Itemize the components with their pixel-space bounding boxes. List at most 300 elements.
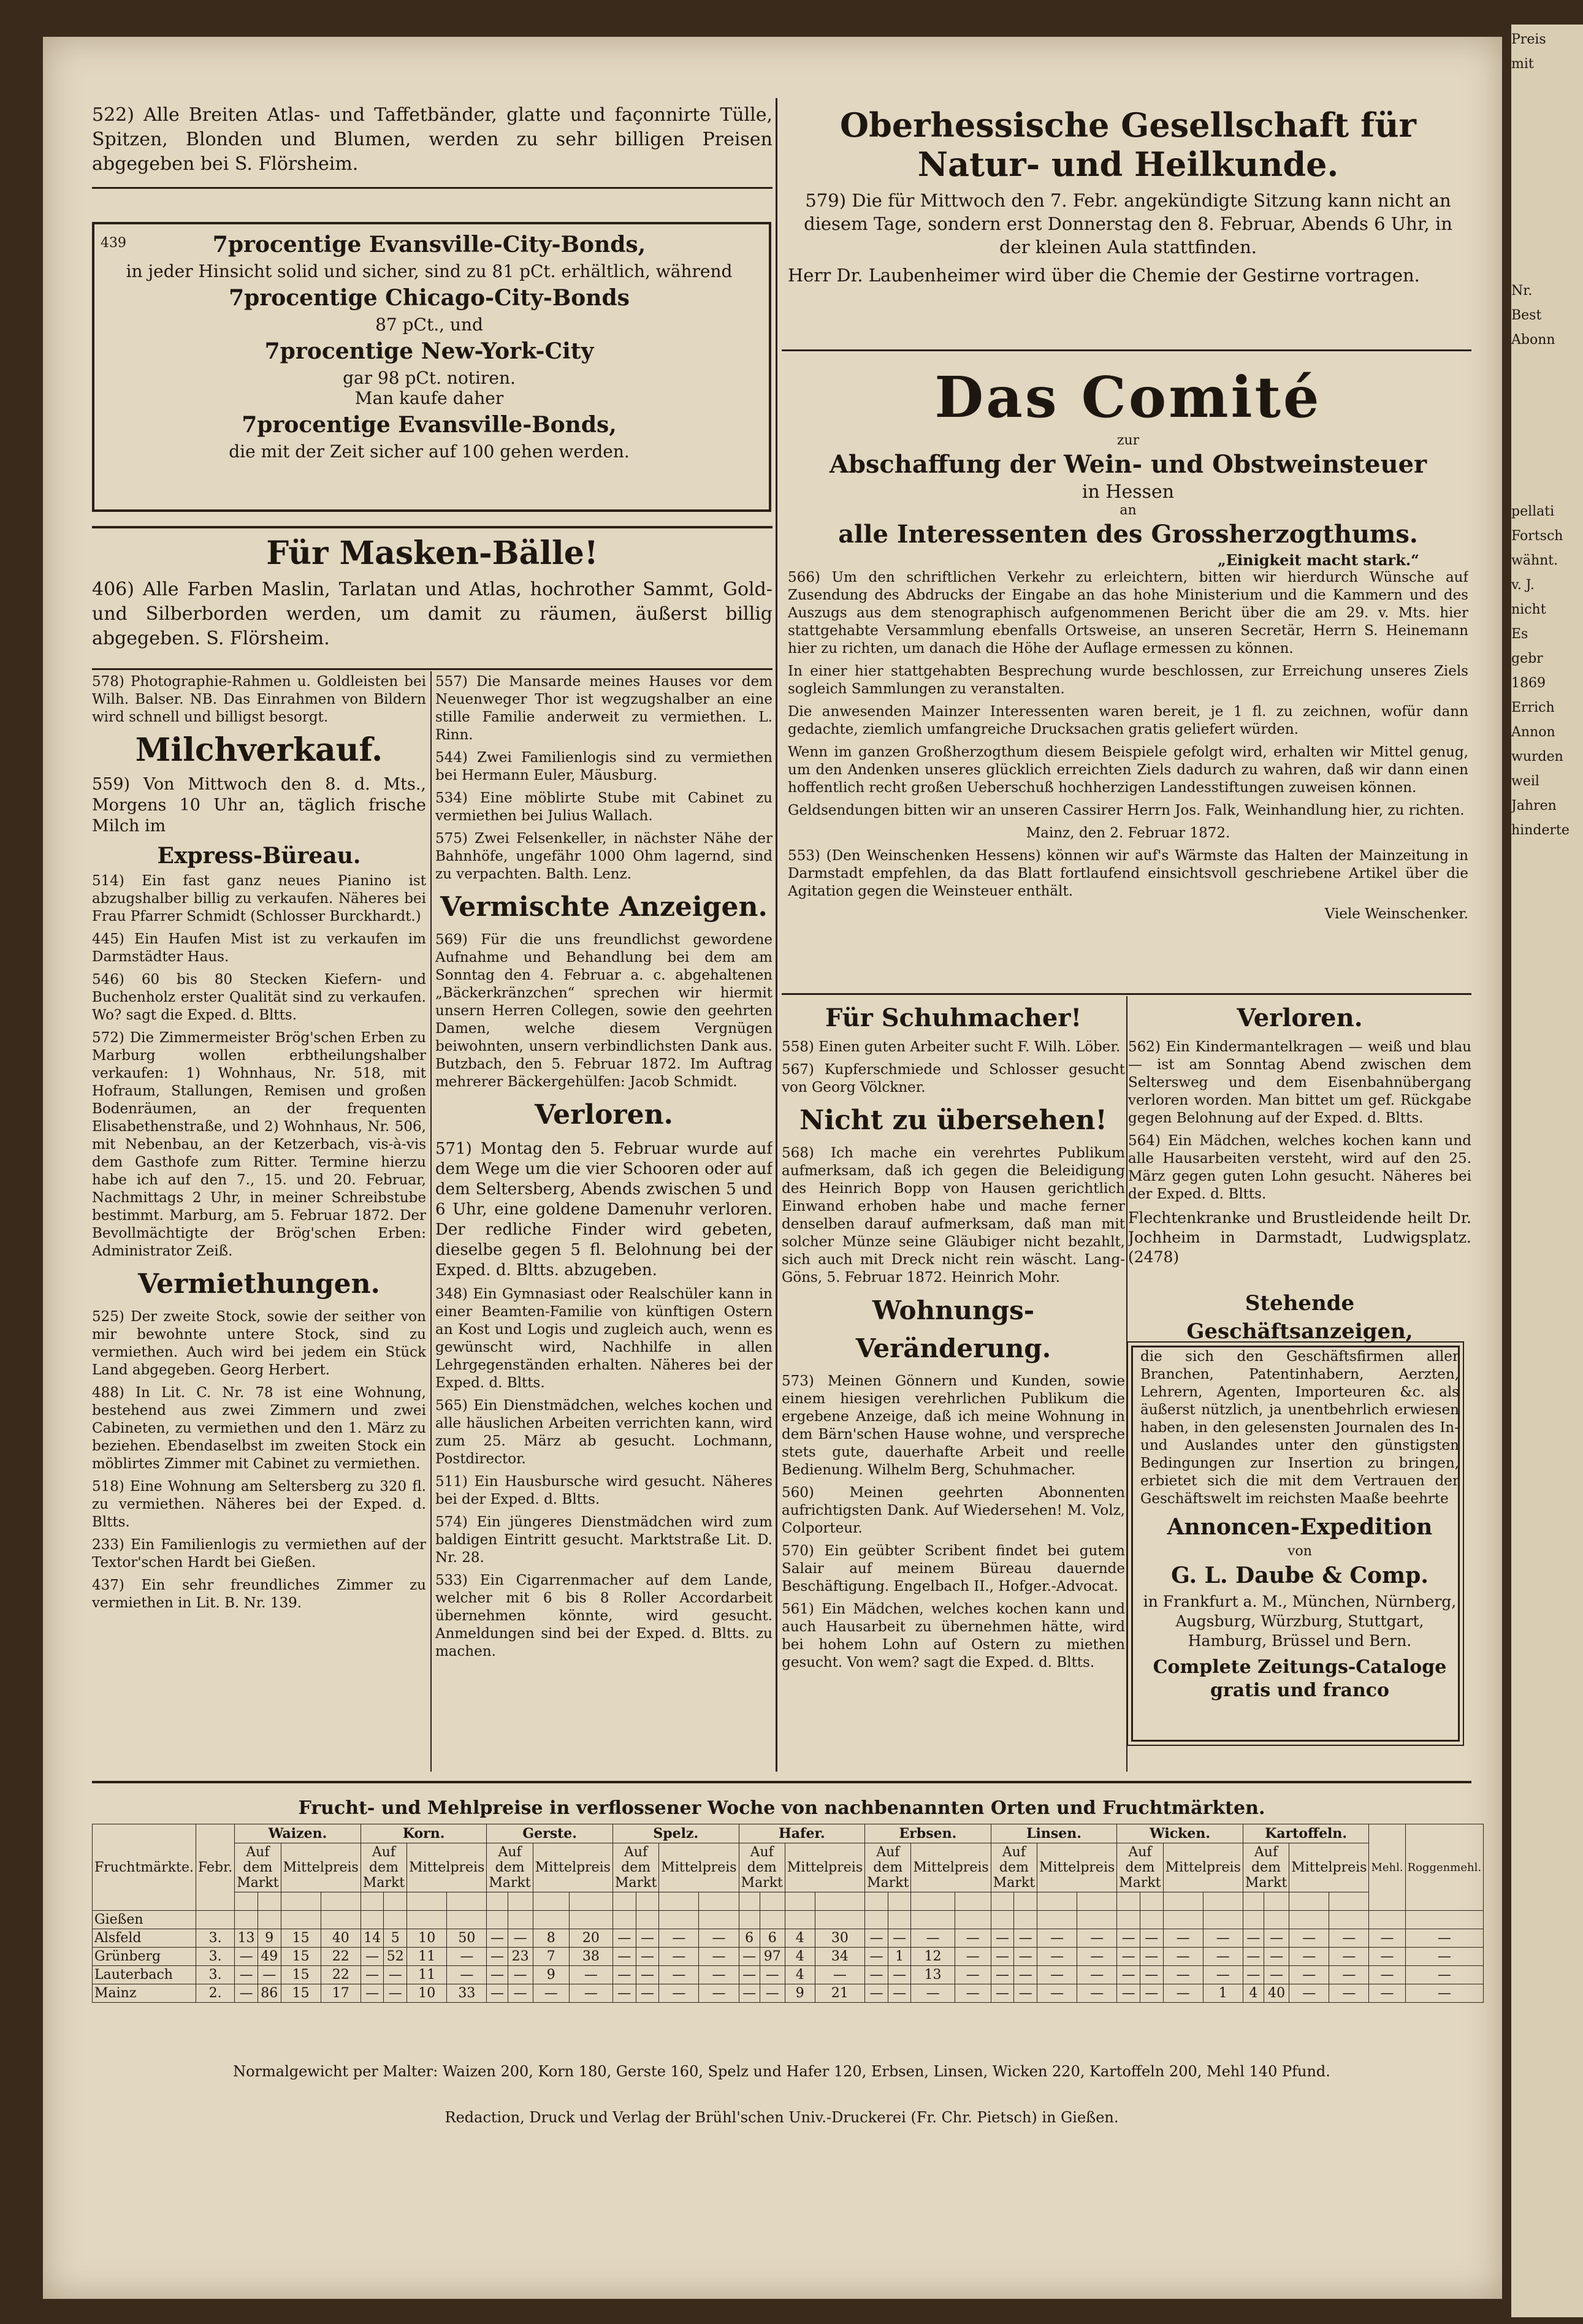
price-cell: [447, 1911, 487, 1929]
price-cell: [1163, 1911, 1203, 1929]
price-cell: —: [1117, 1966, 1140, 1984]
price-cell: 34: [815, 1948, 864, 1966]
milch-place: Express-Büreau.: [157, 843, 361, 869]
price-cell: 15: [281, 1929, 321, 1948]
horizontal-rule: [92, 668, 772, 670]
price-cell: —: [1077, 1984, 1117, 2003]
price-cell: 6: [739, 1929, 760, 1948]
price-cell: 21: [815, 1984, 864, 2003]
price-cell: —: [360, 1966, 384, 1984]
price-cell: 14: [360, 1929, 384, 1948]
price-cell: [1243, 1911, 1264, 1929]
price-cell: [281, 1911, 321, 1929]
comite-line: alle Interessenten des Grossherzogthums.: [838, 520, 1418, 549]
ad-text: 546) 60 bis 80 Stecken Kiefern- und Buchenholz erster Qualität sind zu verkaufen. Wo? sagt die Exped. d. Bltts.: [92, 972, 426, 1023]
unit-header: [815, 1892, 864, 1911]
price-cell: —: [1289, 1948, 1329, 1966]
market-date: 3.: [196, 1929, 234, 1948]
price-cell: 15: [281, 1966, 321, 1984]
column-1: [92, 673, 426, 1807]
crop-header: Korn.: [360, 1824, 487, 1843]
unit-header: [1203, 1892, 1243, 1911]
price-cell: —: [1163, 1929, 1203, 1948]
price-cell: —: [1329, 1966, 1369, 1984]
price-cell: 40: [1264, 1984, 1289, 2003]
crop-header: Hafer.: [739, 1824, 865, 1843]
market-name: Grünberg: [93, 1948, 196, 1966]
ad-text: Die anwesenden Mainzer Interessenten waren bereit, je 1 fl. zu zeichnen, wofür dann gedachte, ziemlich umfangreiche Drucksachen gratis geliefert würden.: [788, 704, 1468, 737]
ad-text: 566) Um den schriftlichen Verkehr zu erleichtern, bitten wir hierdurch Wünsche auf Zusendung des Abdrucks der Eingabe an das hohe Ministerium und die Kammern und des Auszugs aus dem stenographisch aufgenommenen Bericht über die am 29. v. Mts. hier stattgehabte Versammlung ebenfalls Ortsweise, an unseren Secretär, Herrn S. Heinemann hier zu richten, um danach die Höhe der Auflage ermessen zu können.: [788, 570, 1468, 657]
adjacent-page-word: Best: [1511, 308, 1542, 323]
ad-text: 553) (Den Weinschenken Hessens) können wir auf's Wärmste das Halten der Mainzeitung in Darmstadt empfehlen, da das Blatt fortlaufend einsichtsvoll geschriebene Artikel über die Agitation gegen die Weinsteuer enthält.: [788, 848, 1468, 899]
price-table-title: Frucht- und Mehlpreise in verflossener Woche von nachbenannten Orten und Fruchtmärkten.: [298, 1797, 1265, 1819]
price-cell: [533, 1911, 569, 1929]
price-cell: —: [699, 1984, 739, 2003]
milch-heading: Milchverkauf.: [135, 731, 383, 769]
price-cell: 15: [281, 1984, 321, 2003]
price-cell: 38: [569, 1948, 612, 1966]
unit-header: [447, 1892, 487, 1911]
price-cell: [1289, 1911, 1329, 1929]
unit-header: [235, 1892, 258, 1911]
price-cell: 12: [911, 1948, 955, 1966]
price-cell: [257, 1911, 281, 1929]
price-cell: —: [659, 1966, 699, 1984]
ad-text: 522) Alle Breiten Atlas- und Taffetbänder, glatte und façonnirte Tülle, Spitzen, Blonden und Blumen, werden zu sehr billigen Preisen abgegeben bei S. Flörsheim.: [92, 104, 772, 175]
crop-header: Gerste.: [487, 1824, 613, 1843]
price-cell: [991, 1911, 1014, 1929]
market-name: Lauterbach: [93, 1966, 196, 1984]
price-cell: [636, 1911, 659, 1929]
price-cell: —: [1203, 1948, 1243, 1966]
price-cell: 11: [407, 1966, 447, 1984]
unit-header: [1289, 1892, 1329, 1911]
sub-header-market: Auf dem Markt: [739, 1843, 785, 1892]
adjacent-page-word: wurden: [1511, 749, 1563, 764]
table-row: [93, 1929, 1484, 1948]
price-cell: —: [659, 1948, 699, 1966]
price-cell: —: [636, 1948, 659, 1966]
price-cell: —: [612, 1984, 636, 2003]
price-cell: [1140, 1911, 1163, 1929]
price-cell: [321, 1911, 360, 1929]
crop-header: Wicken.: [1117, 1824, 1243, 1843]
ad-text: 560) Meinen geehrten Abonnenten aufrichtigsten Dank. Auf Wiedersehen! M. Volz, Colporteur.: [782, 1485, 1125, 1536]
ad-text: 579) Die für Mittwoch den 7. Febr. angekündigte Sitzung kann nicht an diesem Tage, sondern erst Donnerstag den 8. Februar, Abends 6 Uhr, in der kleinen Aula stattfinden.: [804, 190, 1452, 257]
price-cell: —: [1077, 1948, 1117, 1966]
comite-date: Mainz, den 2. Februar 1872.: [1026, 825, 1230, 841]
bonds-line: 87 pCt., und: [375, 314, 483, 335]
price-cell: —: [888, 1966, 911, 1984]
price-cell: —: [1369, 1966, 1405, 1984]
price-cell: 1: [888, 1948, 911, 1966]
ad-text: 575) Zwei Felsenkeller, in nächster Nähe der Bahnhöfe, ungefähr 1000 Ohm lagernd, sind zu verpachten. Balth. Lenz.: [435, 831, 772, 882]
price-cell: —: [760, 1984, 785, 2003]
market-date: 3.: [196, 1948, 234, 1966]
ad-text: 445) Ein Haufen Mist ist zu verkaufen im Darmstädter Haus.: [92, 931, 426, 965]
sub-header-mittel: Mittelpreis: [1037, 1843, 1117, 1892]
column-2: [435, 673, 772, 1807]
comite-line: an: [1120, 503, 1137, 518]
price-cell: [384, 1911, 407, 1929]
adjacent-page-word: gebr: [1511, 651, 1543, 666]
unit-header: [321, 1892, 360, 1911]
horizontal-rule: [782, 993, 1471, 995]
price-cell: —: [360, 1984, 384, 2003]
society-ad: [788, 103, 1468, 348]
market-date: 2.: [196, 1984, 234, 2003]
unit-header: [955, 1892, 991, 1911]
price-table: [92, 1824, 1484, 2003]
adjacent-page-word: nicht: [1511, 602, 1546, 617]
price-cell: [569, 1911, 612, 1929]
adjacent-page-word: Annon: [1511, 725, 1555, 740]
ad-text: 578) Photographie-Rahmen u. Goldleisten bei Wilh. Balser. NB. Das Einrahmen von Bildern wird schnell und billigst besorgt.: [92, 674, 426, 725]
price-cell: —: [1264, 1929, 1289, 1948]
price-cell: —: [659, 1929, 699, 1948]
price-cell: 97: [760, 1948, 785, 1966]
price-cell: —: [1264, 1966, 1289, 1984]
price-cell: —: [865, 1948, 888, 1966]
imprint: Redaction, Druck und Verlag der Brühl'schen Univ.-Druckerei (Fr. Chr. Pietsch) in Gießen.: [444, 2109, 1119, 2126]
masken-heading: Für Masken-Bälle!: [266, 535, 598, 572]
sub-header-mittel: Mittelpreis: [659, 1843, 739, 1892]
adjacent-page-word: Preis: [1511, 32, 1546, 47]
adjacent-page-word: pellati: [1511, 504, 1555, 519]
price-cell: —: [636, 1929, 659, 1948]
price-cell: —: [991, 1984, 1014, 2003]
price-cell: —: [1140, 1966, 1163, 1984]
price-cell: —: [1163, 1984, 1203, 2003]
price-cell: [1077, 1911, 1117, 1929]
wohnung-heading: Wohnungs-Veränderung.: [855, 1295, 1051, 1363]
price-cell: 17: [321, 1984, 360, 2003]
vermiethungen-heading: Vermiethungen.: [138, 1268, 380, 1300]
verloren-heading: Verloren.: [535, 1099, 673, 1130]
unit-header: [1014, 1892, 1037, 1911]
unit-header: [659, 1892, 699, 1911]
price-cell: —: [1014, 1984, 1037, 2003]
ad-text: 573) Meinen Gönnern und Kunden, sowie einem hiesigen verehrlichen Publikum die ergebene Anzeige, daß ich meine Wohnung in dem Bärn'schen Hause wohne, und verspreche stets gute, dauerhafte Arbeit und reelle Bedienung. Wilhelm Berg, Schuhmacher.: [782, 1373, 1125, 1478]
unit-header: [1117, 1892, 1140, 1911]
price-cell: 40: [321, 1929, 360, 1948]
date-col-header: Febr.: [196, 1824, 234, 1911]
price-cell: —: [991, 1929, 1014, 1948]
unit-header: [569, 1892, 612, 1911]
table-row: [93, 1984, 1484, 2003]
price-cell: —: [1117, 1984, 1140, 2003]
price-cell: 5: [384, 1929, 407, 1948]
bonds-line: Man kaufe daher: [354, 388, 504, 408]
price-cell: —: [991, 1948, 1014, 1966]
price-cell: —: [612, 1966, 636, 1984]
sub-header-market: Auf dem Markt: [487, 1843, 533, 1892]
price-cell: 50: [447, 1929, 487, 1948]
price-cell: —: [888, 1929, 911, 1948]
bonds-line: 7procentige New-York-City: [264, 338, 594, 364]
ad-text: 437) Ein sehr freundliches Zimmer zu vermiethen in Lit. B. Nr. 139.: [92, 1577, 426, 1611]
price-cell: —: [1405, 1966, 1483, 1984]
price-cell: 1: [1203, 1984, 1243, 2003]
price-cell: —: [739, 1984, 760, 2003]
price-cell: —: [1203, 1929, 1243, 1948]
ad-text: 570) Ein geübter Scribent findet bei gutem Salair auf meinem Büreau dauernde Beschäftigung. Engelbach II., Hofger.-Advocat.: [782, 1543, 1125, 1594]
adjacent-page-word: weil: [1511, 774, 1539, 789]
adjacent-page-word: mit: [1511, 56, 1534, 72]
price-cell: —: [1077, 1966, 1117, 1984]
sub-header-mittel: Mittelpreis: [1289, 1843, 1369, 1892]
sub-header-mittel: Mittelpreis: [281, 1843, 360, 1892]
price-cell: —: [533, 1984, 569, 2003]
price-cell: [1264, 1911, 1289, 1929]
price-cell: —: [955, 1948, 991, 1966]
horizontal-rule: [92, 526, 772, 528]
price-cell: 22: [321, 1966, 360, 1984]
ad-text: 562) Ein Kindermantelkragen — weiß und blau — ist am Sonntag Abend zwischen dem Seltersweg und dem Eisenbahnübergang verloren worden. Man bittet um gef. Rückgabe gegen Belohnung auf der Exped. d. Bltts.: [1128, 1039, 1471, 1126]
adjacent-page-word: Errich: [1511, 700, 1555, 715]
price-cell: —: [235, 1984, 258, 2003]
unit-header: [508, 1892, 533, 1911]
adjacent-page-word: Nr.: [1511, 283, 1533, 299]
price-cell: —: [760, 1966, 785, 1984]
price-cell: 22: [321, 1948, 360, 1966]
adjacent-page-word: 1869: [1511, 676, 1546, 691]
ad-text: 558) Einen guten Arbeiter sucht F. Wilh. Löber.: [782, 1039, 1121, 1055]
ad-text: 511) Ein Hausbursche wird gesucht. Näheres bei der Exped. d. Bltts.: [435, 1474, 772, 1507]
price-cell: —: [1014, 1948, 1037, 1966]
price-cell: —: [865, 1984, 888, 2003]
price-cell: 10: [407, 1929, 447, 1948]
price-cell: [760, 1911, 785, 1929]
price-cell: [407, 1911, 447, 1929]
price-cell: —: [1140, 1984, 1163, 2003]
price-cell: —: [955, 1929, 991, 1948]
table-row: [93, 1911, 1484, 1929]
price-cell: —: [487, 1966, 508, 1984]
price-cell: —: [487, 1984, 508, 2003]
sub-header-market: Auf dem Markt: [1243, 1843, 1289, 1892]
price-cell: [659, 1911, 699, 1929]
column-divider: [1126, 996, 1127, 1772]
price-cell: —: [815, 1966, 864, 1984]
price-cell: 9: [257, 1929, 281, 1948]
ad-text: 567) Kupferschmiede und Schlosser gesucht von Georg Völckner.: [782, 1062, 1125, 1095]
market-name: Mainz: [93, 1984, 196, 2003]
adjacent-page-word: Es: [1511, 627, 1528, 642]
ad-text: 574) Ein jüngeres Dienstmädchen wird zum baldigen Eintritt gesucht. Marktstraße Lit. D. Nr. 28.: [435, 1514, 772, 1566]
price-cell: 33: [447, 1984, 487, 2003]
unit-header: [360, 1892, 384, 1911]
price-cell: —: [384, 1966, 407, 1984]
price-cell: —: [1117, 1948, 1140, 1966]
price-cell: [360, 1911, 384, 1929]
masken-ad: [92, 532, 772, 667]
adjacent-page-word: v. J.: [1511, 577, 1535, 593]
price-cell: —: [1243, 1948, 1264, 1966]
price-cell: —: [1077, 1929, 1117, 1948]
unit-header: [1140, 1892, 1163, 1911]
price-cell: —: [447, 1948, 487, 1966]
price-cell: 11: [407, 1948, 447, 1966]
unit-header: [384, 1892, 407, 1911]
ad-522: [92, 103, 772, 189]
price-cell: [815, 1911, 864, 1929]
ad-text: 348) Ein Gymnasiast oder Realschüler kann in einer Beamten-Familie von künftigen Ostern an Kost und Logis und zugleich auch, wenn es gewünscht wird, Nachhilfe in allen Lehrgegenständen erhalten. Näheres bei der Exped. d. Bltts.: [435, 1286, 772, 1391]
price-cell: —: [1369, 1984, 1405, 2003]
price-cell: —: [1289, 1984, 1329, 2003]
price-cell: —: [739, 1948, 760, 1966]
table-row: [93, 1948, 1484, 1966]
price-cell: —: [257, 1966, 281, 1984]
ad-text: 533) Ein Cigarrenmacher auf dem Lande, welcher mit 6 bis 8 Roller Accordarbeit übernehmen könnte, wird gesucht. Anmeldungen sind bei der Exped. d. Bltts. zu machen.: [435, 1572, 772, 1659]
adjacent-page-word: wähnt.: [1511, 553, 1558, 568]
ad-text: 561) Ein Mädchen, welches kochen kann und auch Hausarbeit zu übernehmen hätte, wird bei hohem Lohn auf Ostern zu miethen gesucht. Von wem? sagt die Exped. d. Bltts.: [782, 1601, 1125, 1671]
comite-ad: [788, 362, 1468, 993]
unit-header: [865, 1892, 888, 1911]
column-4: [1128, 1000, 1471, 1779]
price-cell: [699, 1911, 739, 1929]
market-name: Gießen: [93, 1911, 196, 1929]
horizontal-rule: [782, 349, 1471, 351]
market-name: Alsfeld: [93, 1929, 196, 1948]
unit-header: [612, 1892, 636, 1911]
price-cell: —: [739, 1966, 760, 1984]
price-cell: —: [612, 1948, 636, 1966]
price-cell: —: [659, 1984, 699, 2003]
price-cell: 9: [785, 1984, 815, 2003]
price-cell: —: [1289, 1929, 1329, 1948]
price-cell: —: [1140, 1948, 1163, 1966]
bonds-line: in jeder Hinsicht solid und sicher, sind zu 81 pCt. erhältlich, während: [126, 261, 733, 281]
ad-text: In einer hier stattgehabten Besprechung wurde beschlossen, zur Erreichung unseres Ziels sogleich Sammlungen zu veranstalten.: [788, 663, 1468, 697]
price-cell: 13: [911, 1966, 955, 1984]
unit-header: [1264, 1892, 1289, 1911]
price-cell: —: [1329, 1929, 1369, 1948]
stehende-ad: [1140, 1289, 1459, 1702]
price-cell: 23: [508, 1948, 533, 1966]
adjacent-page-edge: [1511, 25, 1583, 2317]
sub-header-market: Auf dem Markt: [235, 1843, 281, 1892]
ad-text: 233) Ein Familienlogis zu vermiethen auf der Textor'schen Hardt bei Gießen.: [92, 1537, 426, 1571]
price-cell: —: [699, 1948, 739, 1966]
price-cell: —: [569, 1984, 612, 2003]
price-cell: —: [1329, 1948, 1369, 1966]
price-cell: 4: [785, 1966, 815, 1984]
price-cell: —: [360, 1948, 384, 1966]
verloren-heading: Verloren.: [1237, 1004, 1363, 1032]
price-cell: —: [1243, 1929, 1264, 1948]
price-cell: —: [508, 1929, 533, 1948]
sub-header-market: Auf dem Markt: [612, 1843, 658, 1892]
price-cell: [1203, 1911, 1243, 1929]
sub-header-market: Auf dem Markt: [360, 1843, 406, 1892]
price-cell: —: [447, 1966, 487, 1984]
price-cell: —: [235, 1948, 258, 1966]
ad-text: 518) Eine Wohnung am Seltersberg zu 320 fl. zu vermiethen. Näheres bei der Exped. d. Bltts.: [92, 1479, 426, 1530]
sub-header-mittel: Mittelpreis: [785, 1843, 864, 1892]
price-cell: —: [699, 1966, 739, 1984]
ad-text: Geldsendungen bitten wir an unseren Cassirer Herrn Jos. Falk, Weinhandlung hier, zu richten.: [788, 802, 1465, 818]
price-cell: —: [699, 1929, 739, 1948]
comite-line: zur: [1116, 433, 1140, 448]
unit-header: [1163, 1892, 1203, 1911]
ad-text: Wenn im ganzen Großherzogthum diesem Beispiele gefolgt wird, erhalten wir Mittel genug, um den Andenken unseres glücklich erreichten Ziels dadurch zu wahren, daß wir dann einen hoffentlich recht großen Ueberschuß hochherzigen Landesstiftungen zuweisen können.: [788, 744, 1468, 796]
sub-header-market: Auf dem Markt: [991, 1843, 1037, 1892]
price-cell: —: [612, 1929, 636, 1948]
ad-text: 569) Für die uns freundlichst gewordene Aufnahme und Behandlung bei dem am Sonntag den 4. Februar a. c. abgehaltenen „Bäckerkränzchen“ sprechen wir hiermit unsern Herren Collegen, sowie den geehrten Damen, welche diesem Vergnügen beiwohnten, unsern verbindlichsten Dank aus. Butzbach, den 5. Februar 1872. Im Auftrag mehrerer Bäckergehülfen: Jacob Schmidt.: [435, 932, 772, 1090]
price-cell: 20: [569, 1929, 612, 1948]
price-cell: —: [1405, 1929, 1483, 1948]
price-cell: —: [888, 1984, 911, 2003]
ad-text: 568) Ich mache ein verehrtes Publikum aufmerksam, daß ich gegen die Beleidigung des Heinrich Bopp von Hausen gerichtlich Einwand erhoben habe und mache ferner denselben darauf aufmerksam, daß man mit solcher Münze seine Gläubiger nicht bezahlt, sich auch mit Dreck nicht rein wäscht. Lang-Göns, 5. Februar 1872. Heinrich Mohr.: [782, 1145, 1125, 1286]
adjacent-page-word: Jahren: [1511, 798, 1557, 813]
price-cell: [612, 1911, 636, 1929]
price-cell: 52: [384, 1948, 407, 1966]
ad-text: 544) Zwei Familienlogis sind zu vermiethen bei Hermann Euler, Mäusburg.: [435, 750, 772, 783]
price-cell: —: [1329, 1984, 1369, 2003]
price-cell: [235, 1911, 258, 1929]
unit-header: [760, 1892, 785, 1911]
ad-text: 564) Ein Mädchen, welches kochen kann und alle Hausarbeiten versteht, wird auf den 25. März gegen guten Lohn gesucht. Näheres bei der Exped. d. Bltts.: [1128, 1133, 1471, 1202]
price-cell: —: [1203, 1966, 1243, 1984]
von-label: von: [1287, 1544, 1312, 1559]
unit-header: [1037, 1892, 1077, 1911]
price-cell: [1405, 1911, 1483, 1929]
price-cell: —: [1163, 1948, 1203, 1966]
price-cell: —: [508, 1984, 533, 2003]
price-cell: —: [1264, 1948, 1289, 1966]
price-cell: —: [487, 1948, 508, 1966]
column-3: [782, 1000, 1125, 1779]
price-cell: —: [1037, 1966, 1077, 1984]
price-cell: —: [1037, 1948, 1077, 1966]
nicht-heading: Nicht zu übersehen!: [799, 1105, 1107, 1136]
price-cell: 4: [785, 1948, 815, 1966]
price-cell: —: [865, 1966, 888, 1984]
sub-header-mittel: Mittelpreis: [911, 1843, 991, 1892]
price-cell: 30: [815, 1929, 864, 1948]
price-cell: —: [487, 1929, 508, 1948]
price-cell: 4: [1243, 1984, 1264, 2003]
price-cell: —: [1405, 1948, 1483, 1966]
price-cell: —: [1163, 1966, 1203, 1984]
ad-text: 534) Eine möblirte Stube mit Cabinet zu vermiethen bei Julius Wallach.: [435, 790, 772, 824]
ad-text: 406) Alle Farben Maslin, Tarlatan und Atlas, hochrother Sammt, Gold- und Silberborden werden, um damit zu räumen, äußerst billig abgegeben. S. Flörsheim.: [92, 579, 772, 649]
crop-header: Linsen.: [991, 1824, 1117, 1843]
unit-header: [991, 1892, 1014, 1911]
price-cell: —: [1289, 1966, 1329, 1984]
price-cell: —: [1369, 1929, 1405, 1948]
price-cell: 7: [533, 1948, 569, 1966]
unit-header: [636, 1892, 659, 1911]
ad-text: 525) Der zweite Stock, sowie der seither von mir bewohnte untere Stock, sind zu vermiethen. Auch wird bei jedem ein Stück Land abgegeben. Georg Herbert.: [92, 1309, 426, 1378]
table-note: Normalgewicht per Malter: Waizen 200, Korn 180, Gerste 160, Spelz und Hafer 120, Erbsen, Linsen, Wicken 220, Kartoffeln 200, Mehl 140 Pfund.: [233, 2063, 1330, 2080]
unit-header: [785, 1892, 815, 1911]
price-cell: —: [1405, 1984, 1483, 2003]
adjacent-page-word: Abonn: [1511, 332, 1555, 348]
schuh-heading: Für Schuhmacher!: [825, 1004, 1082, 1032]
unit-header: [1077, 1892, 1117, 1911]
price-cell: —: [1037, 1929, 1077, 1948]
price-cell: [865, 1911, 888, 1929]
unit-header: [487, 1892, 508, 1911]
ad-text: 514) Ein fast ganz neues Pianino ist abzugshalber billig zu verkaufen. Näheres bei Frau Pfarrer Schmidt (Schlosser Burckhardt.): [92, 873, 426, 924]
sub-header-mittel: Mittelpreis: [407, 1843, 487, 1892]
crop-header: Spelz.: [612, 1824, 739, 1843]
market-date: 3.: [196, 1966, 234, 1984]
price-cell: [508, 1911, 533, 1929]
crop-header: Erbsen.: [865, 1824, 991, 1843]
